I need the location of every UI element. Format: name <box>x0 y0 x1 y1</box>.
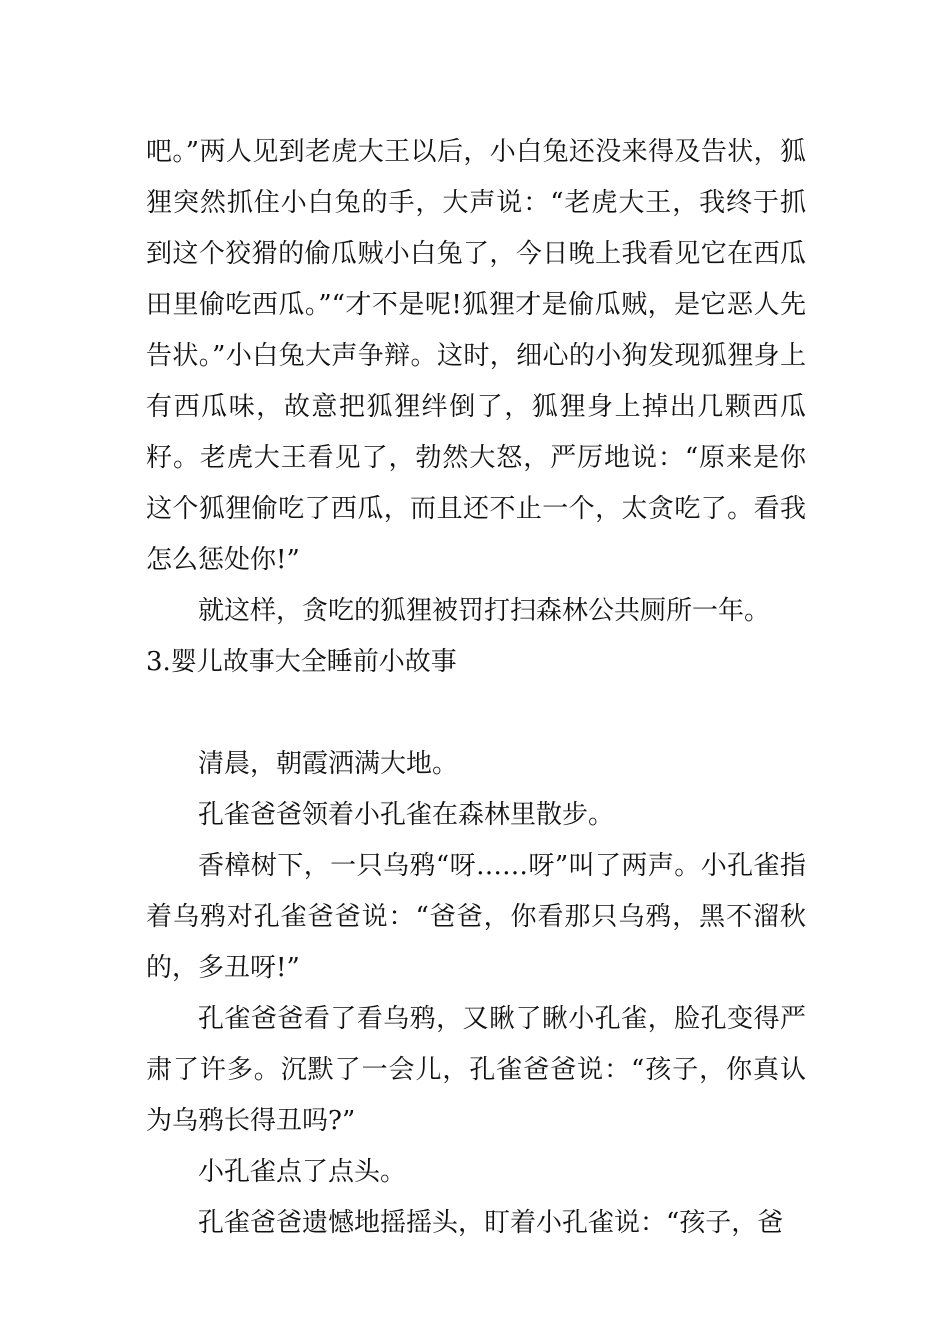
story2-paragraph-2: 就这样，贪吃的狐狸被罚打扫森林公共厕所一年。 <box>198 596 771 626</box>
document-body <box>146 127 806 1249</box>
blank-line <box>146 688 806 739</box>
story3-paragraph-1: 清晨，朝霞洒满大地。 <box>198 749 459 779</box>
story3-paragraph-4: 孔雀爸爸看了看乌鸦，又瞅了瞅小孔雀，脸孔变得严肃了许多。沉默了一会儿，孔雀爸爸说：“孩子，你真认为乌鸦长得丑吗?” <box>146 1004 806 1136</box>
story3-heading: 3.婴儿故事大全睡前小故事 <box>146 647 457 677</box>
story3-paragraph-2: 孔雀爸爸领着小孔雀在森林里散步。 <box>198 800 615 830</box>
story2-paragraph-1: 吧。”两人见到老虎大王以后，小白兔还没来得及告状，狐狸突然抓住小白兔的手，大声说：“老虎大王，我终于抓到这个狡猾的偷瓜贼小白兔了，今日晚上我看见它在西瓜田里偷吃西瓜。”“才不是呢!狐狸才是偷瓜贼，是它恶人先告状。”小白兔大声争辩。这时，细心的小狗发现狐狸身上有西瓜味，故意把狐狸绊倒了，狐狸身上掉出几颗西瓜籽。老虎大王看见了，勃然大怒，严厉地说：“原来是你这个狐狸偷吃了西瓜，而且还不止一个，太贪吃了。看我怎么惩处你!” <box>146 137 806 575</box>
story3-paragraph-5: 小孔雀点了点头。 <box>198 1157 407 1187</box>
story3-paragraph-6: 孔雀爸爸遗憾地摇摇头，盯着小孔雀说：“孩子，爸 <box>198 1208 784 1238</box>
story3-paragraph-3: 香樟树下，一只乌鸦“呀……呀”叫了两声。小孔雀指着乌鸦对孔雀爸爸说：“爸爸，你看那只乌鸦，黑不溜秋的，多丑呀!” <box>146 851 806 983</box>
